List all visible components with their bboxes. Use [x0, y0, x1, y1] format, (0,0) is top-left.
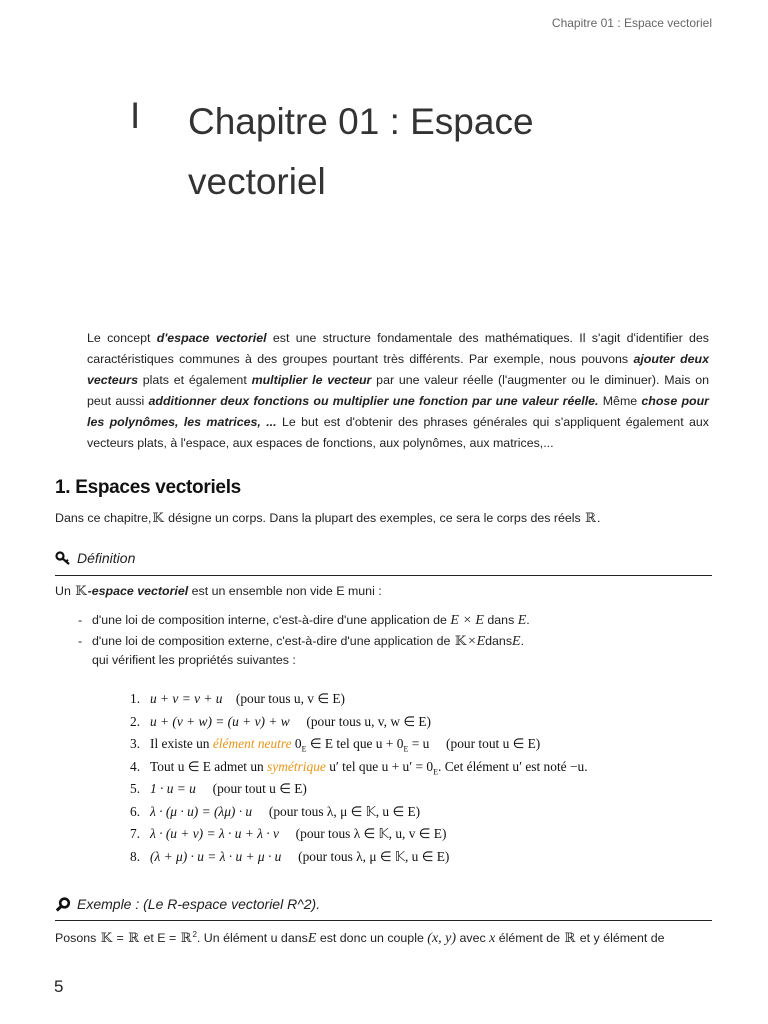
intro-paragraph: Le concept d'espace vectoriel est une structure fondamentale des mathématiques. Il s'agit d'identifier des caractéristiques communes à des groupes pourtant très différents. Par exemple, nous pouvons ajouter deux vecteurs plats et également multiplier le vecteur par une valeur réelle (l'augmenter ou le diminuer). Mais on peut aussi additionner deux fonctions ou multiplier une fonction par une valeur réelle. Même chose pour les polynômes, les matrices, ... Le but est d'obtenir des phrases générales qui s'appliquent également aux vecteurs plats, à l'espace, aux espaces de fonctions, aux polynômes, aux matrices,... — [87, 331, 709, 450]
axiom-item: 2. u + (v + w) = (u + v) + w (pour tous u, v, w ∈ E) — [130, 713, 431, 729]
definition-label: Définition — [77, 550, 136, 566]
page-number: 5 — [54, 977, 64, 996]
definition-rule — [55, 575, 712, 576]
chapter-number: I — [130, 95, 141, 136]
properties-intro: qui vérifient les propriétés suivantes : — [92, 653, 296, 667]
section-lead: Dans ce chapitre,𝕂 désigne un corps. Dans la plupart des exemples, ce sera le corps des réels ℝ. — [55, 511, 601, 526]
example-label: Exemple : (Le R-espace vectoriel R^2). — [77, 896, 321, 912]
axiom-item: 1. u + v = v + u (pour tous u, v ∈ E) — [130, 691, 345, 706]
definition-bullets — [78, 610, 530, 652]
section-title: 1. Espaces vectoriels — [55, 477, 241, 498]
running-header: Chapitre 01 : Espace vectoriel — [551, 16, 712, 30]
axioms-list — [130, 688, 588, 868]
axiom-item: 4. Tout u ∈ E admet un symétrique u′ tel que $u + u' = 0_E$. Cet élément u′ est noté −u. — [130, 758, 588, 777]
example-text: Posons 𝕂 = ℝ et E = ℝ$^2$. Un élément u dansE est donc un couple (x, y) avec x élément de ℝ et y élément de — [55, 930, 665, 947]
magnifier-icon — [55, 897, 71, 912]
example-heading — [55, 896, 320, 912]
definition-statement: Un 𝕂-espace vectoriel est un ensemble non vide E muni : — [55, 584, 382, 599]
example-rule — [55, 920, 712, 921]
axiom-item: 8. (λ + μ) · u = λ · u + μ · u (pour tous λ, μ ∈ 𝕂, u ∈ E) — [130, 848, 450, 864]
key-icon — [55, 551, 71, 565]
axiom-item: 7. λ · (u + v) = λ · u + λ · v (pour tous λ ∈ 𝕂, u, v ∈ E) — [130, 826, 447, 841]
chapter-title: Chapitre 01 : Espace vectoriel — [188, 101, 534, 202]
definition-heading — [55, 550, 135, 566]
axiom-item: 5. 1 · u = u (pour tout u ∈ E) — [130, 781, 307, 796]
list-item: - d'une loi de composition interne, c'est-à-dire d'une application de E × E dans E. — [78, 613, 530, 628]
list-item: - d'une loi de composition externe, c'est-à-dire d'une application de 𝕂×EdansE. — [78, 634, 525, 649]
axiom-item: 3. Il existe un élément neutre $0_E$ ∈ E tel que $u + 0_E = u$ (pour tout u ∈ E) — [130, 736, 541, 754]
axiom-item: 6. λ · (μ · u) = (λμ) · u (pour tous λ, μ ∈ 𝕂, u ∈ E) — [130, 803, 421, 819]
